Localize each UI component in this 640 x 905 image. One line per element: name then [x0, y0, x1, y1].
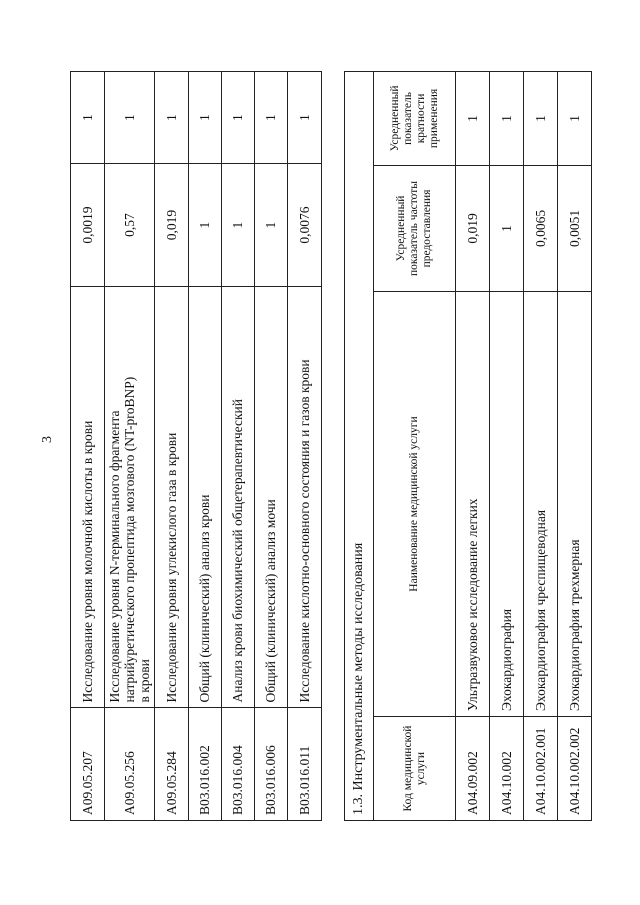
frequency-value: 0,019 — [155, 164, 189, 287]
service-name: Эхокардиография трехмерная — [558, 292, 592, 717]
table-row — [490, 72, 524, 821]
table-row — [155, 72, 189, 821]
multiplicity-value: 1 — [105, 72, 155, 164]
table-row — [255, 72, 288, 821]
multiplicity-value: 1 — [558, 72, 592, 166]
service-code: B03.016.006 — [255, 708, 288, 821]
frequency-value: 0,019 — [456, 165, 490, 291]
table-row — [524, 72, 558, 821]
service-name: Исследование кислотно-основного состояния и газов крови — [288, 286, 322, 708]
table-row — [71, 72, 105, 821]
multiplicity-value: 1 — [288, 72, 322, 164]
multiplicity-value: 1 — [222, 72, 255, 164]
instrumental-methods-table — [344, 71, 592, 821]
lab-methods-table — [70, 71, 322, 821]
section-title-spacer — [345, 72, 374, 166]
multiplicity-value: 1 — [456, 72, 490, 166]
table-row — [105, 72, 155, 821]
service-name-line-1: Исследование уровня N-терминального фрагмента — [107, 410, 122, 703]
service-code: A09.05.256 — [105, 708, 155, 821]
multiplicity-value: 1 — [255, 72, 288, 164]
frequency-value: 0,0065 — [524, 165, 558, 291]
header-multiplicity: Усредненный показатель кратности применения — [374, 72, 456, 166]
frequency-value: 1 — [490, 165, 524, 291]
multiplicity-value: 1 — [189, 72, 222, 164]
service-name: Анализ крови биохимический общетерапевтический — [222, 286, 255, 708]
header-code: Код медицинской услуги — [374, 717, 456, 821]
frequency-value: 1 — [255, 164, 288, 287]
header-frequency: Усредненный показатель частоты предоставления — [374, 165, 456, 291]
header-row — [374, 72, 456, 821]
service-code: A09.05.207 — [71, 708, 105, 821]
service-name-line — [137, 292, 152, 703]
multiplicity-value: 1 — [524, 72, 558, 166]
frequency-value: 0,0076 — [288, 164, 322, 287]
header-name: Наименование медицинской услуги — [374, 292, 456, 717]
section-title: 1.3. Инструментальные методы исследования — [345, 165, 374, 820]
table-row — [456, 72, 490, 821]
service-name: Исследование уровня молочной кислоты в крови — [71, 286, 105, 708]
service-name-line — [107, 292, 122, 703]
table-row — [288, 72, 322, 821]
service-code: A04.09.002 — [456, 717, 490, 821]
service-name — [105, 286, 155, 708]
service-name: Эхокардиография — [490, 292, 524, 717]
service-code: A09.05.284 — [155, 708, 189, 821]
table-row — [189, 72, 222, 821]
service-name: Общий (клинический) анализ мочи — [255, 286, 288, 708]
service-code: A04.10.002.002 — [558, 717, 592, 821]
frequency-value: 1 — [189, 164, 222, 287]
service-name: Общий (клинический) анализ крови — [189, 286, 222, 708]
frequency-value: 0,0051 — [558, 165, 592, 291]
service-code: B03.016.004 — [222, 708, 255, 821]
service-name-line-2: натрийуретического пропептида мозгового (NT-proBNP) — [122, 376, 137, 703]
service-name-line-3: в крови — [137, 659, 152, 703]
service-code: B03.016.011 — [288, 708, 322, 821]
service-code: A04.10.002.001 — [524, 717, 558, 821]
service-name: Ультразвуковое исследование легких — [456, 292, 490, 717]
table-row — [222, 72, 255, 821]
multiplicity-value: 1 — [490, 72, 524, 166]
multiplicity-value: 1 — [71, 72, 105, 164]
service-name: Эхокардиография чреспищеводная — [524, 292, 558, 717]
service-name: Исследование уровня углекислого газа в крови — [155, 286, 189, 708]
page-number: 3 — [40, 436, 55, 443]
service-code: A04.10.002 — [490, 717, 524, 821]
multiplicity-value: 1 — [155, 72, 189, 164]
frequency-value: 1 — [222, 164, 255, 287]
service-code: B03.016.002 — [189, 708, 222, 821]
frequency-value: 0,0019 — [71, 164, 105, 287]
section-title-row — [345, 72, 374, 821]
frequency-value: 0,57 — [105, 164, 155, 287]
service-name-line — [122, 292, 137, 703]
table-row — [558, 72, 592, 821]
